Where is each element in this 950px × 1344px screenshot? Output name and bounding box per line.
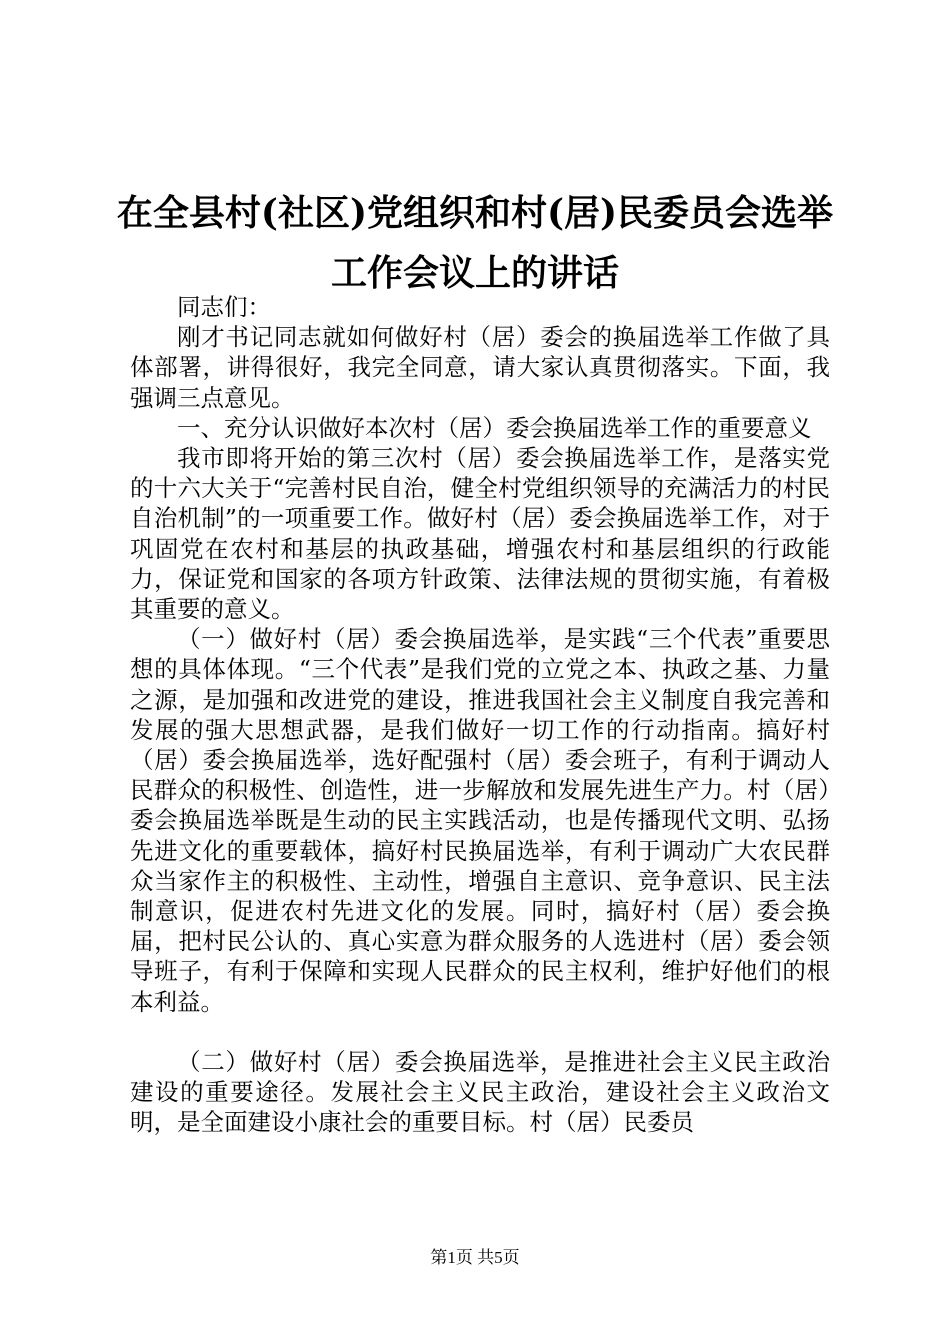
document-body (130, 292, 830, 1137)
page-footer: 第1页 共5页 (430, 1248, 520, 1267)
salutation: 同志们： (177, 293, 271, 321)
paragraph-intro: 刚才书记同志就如何做好村（居）委会的换届选举工作做了具体部署，讲得很好，我完全同意，请大家认真贯彻落实。下面，我强调三点意见。 (130, 323, 830, 412)
document-title-line-2: 工作会议上的讲话 (330, 252, 619, 294)
paragraph-significance: 我市即将开始的第三次村（居）委会换届选举工作，是落实党的十六大关于“完善村民自治，健全村党组织领导的充满活力的村民自治机制”的一项重要工作。做好村（居）委会换届选举工作，对于巩固党在农村和基层的执政基础，增强农村和基层组织的行政能力，保证党和国家的各项方针政策、法律法规的贯彻实施，有着极其重要的意义。 (130, 444, 830, 624)
paragraph-point-2: （二）做好村（居）委会换届选举，是推进社会主义民主政治建设的重要途径。发展社会主义民主政治，建设社会主义政治文明，是全面建设小康社会的重要目标。村（居）民委员 (130, 1047, 830, 1137)
section-heading-1: 一、充分认识做好本次村（居）委会换届选举工作的重要意义 (177, 413, 812, 442)
document-title-line-1: 在全县村(社区)党组织和村(居)民委员会选举 (116, 192, 834, 234)
paragraph-point-1: （一）做好村（居）委会换届选举，是实践“三个代表”重要思想的具体体现。“三个代表”是我们党的立党之本、执政之基、力量之源，是加强和改进党的建设，推进我国社会主义制度自我完善和发展的强大思想武器，是我们做好一切工作的行动指南。搞好村（居）委会换届选举，选好配强村（居）委会班子，有利于调动人民群众的积极性、创造性，进一步解放和发展先进生产力。村（居）委会换届选举既是生动的民主实践活动，也是传播现代文明、弘扬先进文化的重要载体，搞好村民换届选举，有利于调动广大农民群众当家作主的积极性、主动性，增强自主意识、竞争意识、民主法制意识，促进农村先进文化的发展。同时，搞好村（居）委会换届，把村民公认的、真心实意为群众服务的人选进村（居）委会领导班子，有利于保障和实现人民群众的民主权利，维护好他们的根本利益。 (130, 625, 830, 1016)
